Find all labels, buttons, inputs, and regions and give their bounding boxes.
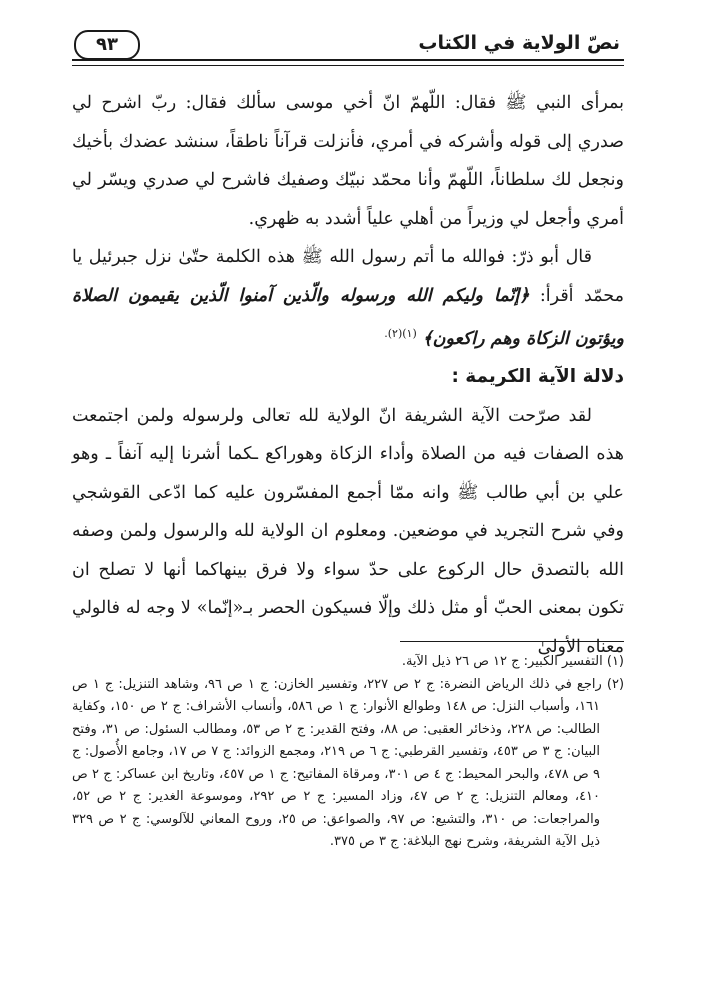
header-rule [72, 59, 624, 66]
footnote-refs: (١)(٢). [384, 327, 417, 340]
footnote-separator [400, 641, 624, 642]
header-title: نصّ الولاية في الكتاب [418, 32, 620, 54]
quran-verse: ﴿إنّما وليكم الله ورسوله والّذين آمنوا الّذين يقيمون الصلاة ويؤتون الزكاة وهم راكعون﴾ [72, 285, 624, 349]
running-header [72, 28, 624, 64]
footnote-2: (٢) راجع في ذلك الرياض النضرة: ج ٢ ص ٢٢٧، وتفسير الخازن: ج ١ ص ٩٦، وشاهد التنزيل: ج ١ ص ١٦١، وأسباب النزل: ص ١٤٨ وطوالع الأنوار: ج ١ ص ٥٨٦، وأنساب الأشراف: ج ٢ ص ١٥٠، وكفاية الطالب: ص ٢٢٨، وذخائر العقبى: ص ٨٨، وفتح القدير: ج ٢ ص ٥٣، ومطالب السئول: ص ٣١، وفتح البيان: ج ٣ ص ٤٥٣، وتفسير القرطبي: ج ٦ ص ٢١٩، ومجمع الزوائد: ج ٧ ص ١٧، وجامع الأُصول: ج ٩ ص ٤٧٨، والبحر المحيط: ج ٤ ص ٣٠١، ومرقاة المفاتيح: ج ١ ص ٤٥٧، وتاريخ ابن عساكر: ج ٢ ص ٤١٠، ومعالم التنزيل: ج ٢ ص ٤٧، وزاد المسير: ج ٢ ص ٢٩٢، وموسوعة الغدير: ج ٢ ص ٥٢، والمراجعات: ص ٣١٠، والتشيع: ص ٩٧، والصواعق: ص ٢٥، وروح المعاني للآلوسي: ج ٢ ص ٣٢٩ ذيل الآية الشريفة، وشرح نهج البلاغة: ج ٣ ص ٣٧٥. [72, 676, 625, 849]
paragraph-2-intro: قال أبو ذرّ: فوالله ما أتم رسول الله ﷺ هذه الكلمة حتّىٰ نزل جبرئيل يا محمّد أقرأ: [72, 247, 624, 306]
paragraph-1: بمرأى النبي ﷺ فقال: اللّهمّ انّ أخي موسى سألك فقال: ربّ اشرح لي صدري إلى قوله وأشركه في أمري، فأنزلت قرآناً ناطقاً، سنشد عضدك بأخيك ونجعل لك سلطاناً، اللّهمّ وأنا محمّد نبيّك وصفيك فاشرح لي صدري ويسّر لي أمري وأجعل لي وزيراً من أهلي علياً أشدد به ظهري. [72, 93, 624, 229]
main-text [72, 84, 624, 666]
paragraph-2 [72, 238, 624, 358]
footnotes [72, 651, 624, 854]
section-heading: دلالة الآية الكريمة : [451, 366, 624, 388]
paragraph-3: لقد صرّحت الآية الشريفة انّ الولاية لله تعالى ولرسوله ولمن اجتمعت هذه الصفات فيه من الصلاة وأداء الزكاة وهوراكع ـكما أشرنا إليه آنفاً ـ وهو علي بن أبي طالب ﷺ وانه ممّا أجمع المفسّرون عليه كما ادّعى القوشجي وفي شرح التجريد في موضعين. ومعلوم ان الولاية لله والرسول ولمن وصفه الله بالتصدق حال الركوع على حدّ سواء ولا فرق بينهاكما أنها لا تصلح ان تكون بمعنى الحبّ أو مثل ذلك وإلّا فسيكون الحصر بـ«إنّما» لا وجه له فالولي معناه الأولىٰ [72, 405, 624, 657]
footnote-1: (١) التفسير الكبير: ج ١٢ ص ٢٦ ذيل الآية. [401, 654, 624, 669]
page-number: ٩٣ [74, 30, 140, 60]
